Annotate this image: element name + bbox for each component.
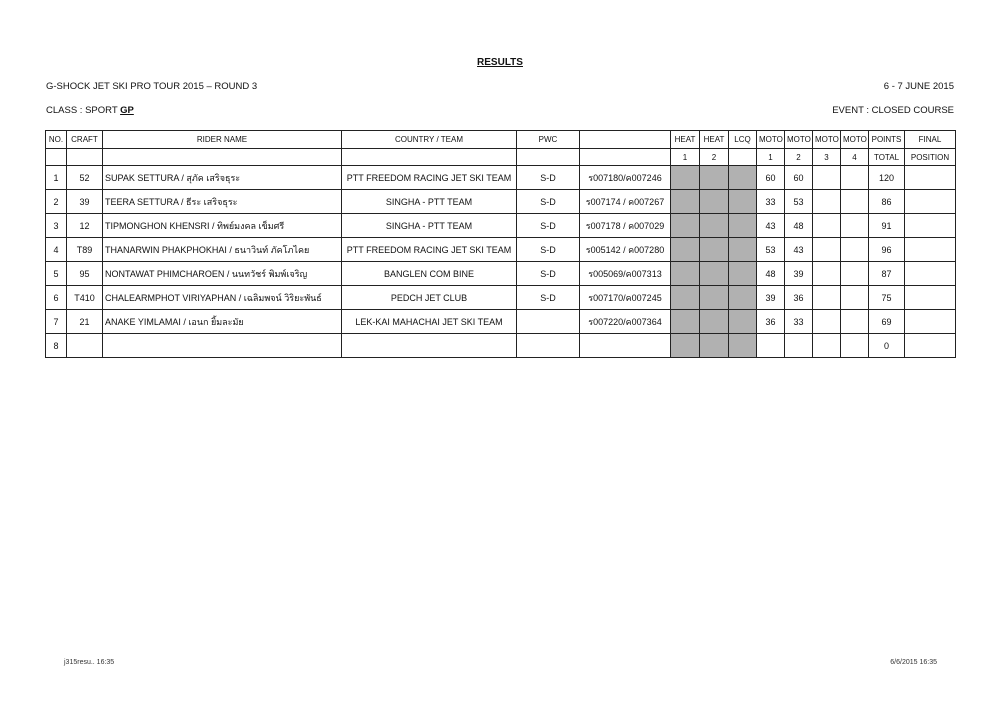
cell-heat1 — [671, 214, 700, 238]
cell-team: SINGHA - PTT TEAM — [342, 214, 517, 238]
cell-pwc: S-D — [517, 214, 580, 238]
cell-heat2 — [700, 262, 729, 286]
cell-moto4 — [841, 214, 869, 238]
cell-moto2: 48 — [785, 214, 813, 238]
cell-team — [342, 334, 517, 358]
header-subrow — [46, 149, 956, 166]
cell-no: 1 — [46, 166, 67, 190]
cell-reg: ร007220/ค007364 — [580, 310, 671, 334]
footer-file-info: j315resu.. 16:35 — [64, 659, 115, 666]
col-lcq: LCQ — [729, 131, 757, 149]
cell-moto1 — [757, 334, 785, 358]
results-table — [45, 130, 956, 358]
event-date: 6 - 7 JUNE 2015 — [883, 81, 954, 92]
cell-moto1: 33 — [757, 190, 785, 214]
cell-moto3 — [813, 214, 841, 238]
cell-total: 87 — [869, 262, 905, 286]
cell-moto1: 43 — [757, 214, 785, 238]
cell-rider: NONTAWAT PHIMCHAROEN / นนทวัชร์ พิมพ์เจริญ — [103, 262, 342, 286]
cell-craft — [67, 334, 103, 358]
class-line — [46, 105, 134, 116]
cell-no: 8 — [46, 334, 67, 358]
cell-total: 75 — [869, 286, 905, 310]
cell-moto2: 33 — [785, 310, 813, 334]
cell-craft: 21 — [67, 310, 103, 334]
cell-rider: TIPMONGHON KHENSRI / ทิพย์มงคล เข็มศรี — [103, 214, 342, 238]
cell-moto4 — [841, 190, 869, 214]
cell-team: BANGLEN COM BINE — [342, 262, 517, 286]
cell-moto4 — [841, 310, 869, 334]
cell-reg: ร005069/ค007313 — [580, 262, 671, 286]
cell-lcq — [729, 262, 757, 286]
event-type: EVENT : CLOSED COURSE — [832, 105, 954, 116]
cell-lcq — [729, 214, 757, 238]
cell-total: 0 — [869, 334, 905, 358]
cell-lcq — [729, 238, 757, 262]
col-moto4-sub: 4 — [841, 149, 869, 166]
cell-reg — [580, 334, 671, 358]
table-row — [46, 190, 956, 214]
cell-heat2 — [700, 214, 729, 238]
cell-reg: ร007170/ค007245 — [580, 286, 671, 310]
cell-moto3 — [813, 334, 841, 358]
class-label: CLASS : SPORT — [46, 105, 121, 116]
cell-final — [905, 166, 956, 190]
cell-rider: THANARWIN PHAKPHOKHAI / ธนาวินท์ ภัคโภไคย — [103, 238, 342, 262]
col-heat1: HEAT — [671, 131, 700, 149]
cell-moto2 — [785, 334, 813, 358]
cell-moto3 — [813, 190, 841, 214]
cell-heat2 — [700, 238, 729, 262]
col-final: FINAL — [905, 131, 956, 149]
cell-heat1 — [671, 334, 700, 358]
cell-pwc: S-D — [517, 166, 580, 190]
col-craft: CRAFT — [67, 131, 103, 149]
cell-moto2: 43 — [785, 238, 813, 262]
footer-timestamp: 6/6/2015 16:35 — [890, 659, 937, 666]
col-heat1-sub: 1 — [671, 149, 700, 166]
cell-rider — [103, 334, 342, 358]
col-moto2-sub: 2 — [785, 149, 813, 166]
cell-heat2 — [700, 286, 729, 310]
cell-team: PTT FREEDOM RACING JET SKI TEAM — [342, 238, 517, 262]
header-row — [46, 131, 956, 149]
cell-rider: TEERA SETTURA / ธีระ เสริจธุระ — [103, 190, 342, 214]
cell-moto4 — [841, 262, 869, 286]
cell-team: SINGHA - PTT TEAM — [342, 190, 517, 214]
cell-final — [905, 214, 956, 238]
cell-pwc — [517, 334, 580, 358]
cell-moto3 — [813, 238, 841, 262]
cell-moto2: 39 — [785, 262, 813, 286]
table-row — [46, 166, 956, 190]
cell-reg: ร007174 / ค007267 — [580, 190, 671, 214]
cell-lcq — [729, 310, 757, 334]
cell-rider: ANAKE YIMLAMAI / เอนก ยิ้มละมัย — [103, 310, 342, 334]
cell-no: 5 — [46, 262, 67, 286]
cell-total: 69 — [869, 310, 905, 334]
cell-team: PEDCH JET CLUB — [342, 286, 517, 310]
cell-team: PTT FREEDOM RACING JET SKI TEAM — [342, 166, 517, 190]
cell-reg: ร007178 / ค007029 — [580, 214, 671, 238]
col-moto3: MOTO — [813, 131, 841, 149]
cell-lcq — [729, 334, 757, 358]
cell-heat1 — [671, 238, 700, 262]
col-no: NO. — [46, 131, 67, 149]
cell-lcq — [729, 286, 757, 310]
cell-final — [905, 334, 956, 358]
cell-heat2 — [700, 334, 729, 358]
cell-pwc — [517, 310, 580, 334]
cell-moto1: 39 — [757, 286, 785, 310]
cell-moto3 — [813, 286, 841, 310]
cell-moto4 — [841, 166, 869, 190]
cell-craft: T89 — [67, 238, 103, 262]
table-row — [46, 286, 956, 310]
cell-total: 91 — [869, 214, 905, 238]
cell-pwc: S-D — [517, 238, 580, 262]
cell-final — [905, 286, 956, 310]
cell-heat1 — [671, 286, 700, 310]
cell-craft: 95 — [67, 262, 103, 286]
cell-heat2 — [700, 166, 729, 190]
page-title: RESULTS — [477, 57, 523, 68]
cell-final — [905, 310, 956, 334]
cell-no: 2 — [46, 190, 67, 214]
col-rider: RIDER NAME — [103, 131, 342, 149]
col-points: POINTS — [869, 131, 905, 149]
cell-craft: 52 — [67, 166, 103, 190]
col-moto2: MOTO — [785, 131, 813, 149]
cell-craft: T410 — [67, 286, 103, 310]
cell-moto3 — [813, 166, 841, 190]
cell-moto3 — [813, 262, 841, 286]
cell-moto1: 48 — [757, 262, 785, 286]
cell-no: 6 — [46, 286, 67, 310]
cell-moto4 — [841, 286, 869, 310]
col-heat2-sub: 2 — [700, 149, 729, 166]
cell-moto1: 60 — [757, 166, 785, 190]
cell-heat2 — [700, 190, 729, 214]
cell-moto2: 36 — [785, 286, 813, 310]
col-points-sub: TOTAL — [869, 149, 905, 166]
cell-pwc: S-D — [517, 262, 580, 286]
cell-moto4 — [841, 334, 869, 358]
cell-lcq — [729, 166, 757, 190]
col-moto1: MOTO — [757, 131, 785, 149]
cell-heat1 — [671, 166, 700, 190]
cell-heat1 — [671, 310, 700, 334]
cell-final — [905, 238, 956, 262]
cell-total: 120 — [869, 166, 905, 190]
col-moto4: MOTO — [841, 131, 869, 149]
cell-moto4 — [841, 238, 869, 262]
table-row — [46, 310, 956, 334]
cell-moto3 — [813, 310, 841, 334]
cell-moto1: 36 — [757, 310, 785, 334]
cell-total: 86 — [869, 190, 905, 214]
cell-moto1: 53 — [757, 238, 785, 262]
cell-craft: 39 — [67, 190, 103, 214]
cell-reg: ร005142 / ค007280 — [580, 238, 671, 262]
col-moto1-sub: 1 — [757, 149, 785, 166]
cell-no: 4 — [46, 238, 67, 262]
cell-heat1 — [671, 190, 700, 214]
col-country: COUNTRY / TEAM — [342, 131, 517, 149]
cell-moto2: 53 — [785, 190, 813, 214]
table-row — [46, 214, 956, 238]
event-name: G-SHOCK JET SKI PRO TOUR 2015 – ROUND 3 — [46, 81, 258, 92]
cell-no: 3 — [46, 214, 67, 238]
col-pwc: PWC — [517, 131, 580, 149]
cell-reg: ร007180/ค007246 — [580, 166, 671, 190]
cell-no: 7 — [46, 310, 67, 334]
cell-rider: SUPAK SETTURA / สุภัค เสริจธุระ — [103, 166, 342, 190]
col-heat2: HEAT — [700, 131, 729, 149]
cell-team: LEK-KAI MAHACHAI JET SKI TEAM — [342, 310, 517, 334]
cell-moto2: 60 — [785, 166, 813, 190]
cell-heat1 — [671, 262, 700, 286]
cell-total: 96 — [869, 238, 905, 262]
table-row — [46, 262, 956, 286]
cell-final — [905, 190, 956, 214]
table-row — [46, 238, 956, 262]
table-row — [46, 334, 956, 358]
cell-rider: CHALEARMPHOT VIRIYAPHAN / เฉลิมพจน์ วิริยะพันธ์ — [103, 286, 342, 310]
cell-final — [905, 262, 956, 286]
cell-craft: 12 — [67, 214, 103, 238]
cell-lcq — [729, 190, 757, 214]
cell-heat2 — [700, 310, 729, 334]
col-final-sub: POSITION — [905, 149, 956, 166]
cell-pwc: S-D — [517, 286, 580, 310]
col-reg — [580, 131, 671, 149]
cell-pwc: S-D — [517, 190, 580, 214]
class-value: GP — [120, 105, 134, 116]
col-moto3-sub: 3 — [813, 149, 841, 166]
